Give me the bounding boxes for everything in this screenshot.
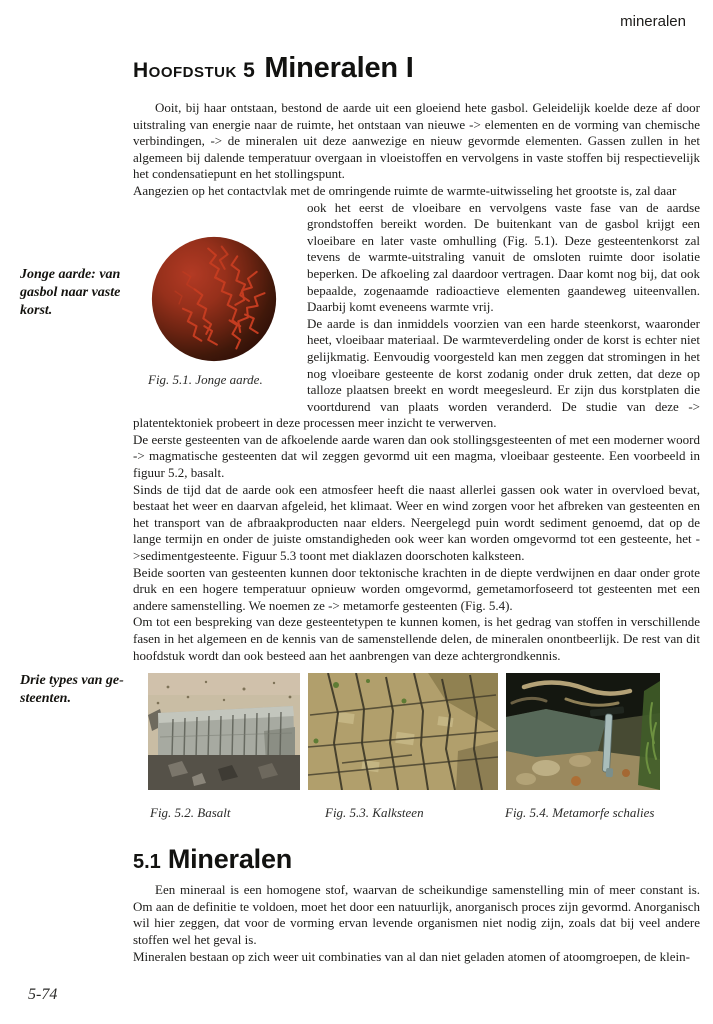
paragraph-sediment: Sinds de tijd dat de aarde ook een atmosfeer heeft die naast allerlei gassen ook water in overvloed bevat, bestaat het weer en daarvan afgeleid, het klimaat. Weer en wind zorgen voor het afbreken van gesteenten en het transport van de afbraakproducten naar elders. Neergelegd puin wordt sediment genoemd, dat op de lange termijn en onder de juiste omstandigheden ook weer kan worden omgevormd tot een gesteente, het ->sedimentgesteente. Figuur 5.3 toont met diaklazen doorschoten kalksteen. bbox=[133, 481, 700, 564]
figure-row bbox=[148, 673, 700, 790]
figure-metamorfe-schalies bbox=[506, 673, 660, 790]
metamorfe-schalies-photo bbox=[506, 673, 660, 790]
figure-caption-jonge-aarde: Fig. 5.1. Jonge aarde. bbox=[148, 371, 263, 387]
paragraph-mineraal-atomen: Mineralen bestaan op zich weer uit combinaties van al dan niet geladen atomen of atoomgroepen, de klein- bbox=[133, 948, 690, 964]
figure-caption-kalksteen: Fig. 5.3. Kalksteen bbox=[325, 805, 424, 821]
paragraph-korst: ook het eerst de vloeibare en vervolgens vaste fase van de aardse grondstoffen bereikt worden. De buitenkant van de gasbol krijgt een vloeibare en later vaste omhulling (Fig. 5.1). Deze gesteentenkorst zal tevens de warmte-uitstraling vanuit de omsloten ruimte door isolatie beperken. De afkoeling zal daardoor vertragen. Daar komt nog bij, dat ook bepaalde, zogenaamde radioactieve elementen gaandeweg uiteenvallen. Daarbij komt eveneens warmte vrij. bbox=[307, 199, 700, 315]
jonge-aarde-image bbox=[148, 233, 280, 365]
running-header: mineralen bbox=[620, 13, 686, 30]
section-title: Mineralen bbox=[167, 844, 293, 875]
paragraph-intro: Ooit, bij haar ontstaan, bestond de aarde uit een gloeiend hete gasbol. Geleidelijk koelde deze af door uitstraling van energie naar de ruimte, het ontstaan van nieuwe -> elementen en de vorming van chemische verbindingen, -> de mineralen uit deze aanwezige en nieuw gevormde elementen. Gassen zullen in het algemeen bij dalende temperatuur overgaan in vloeistoffen en vervolgens in vaste stoffen bij respectievelijk het condensatiepunt en het stollingspunt. bbox=[133, 100, 700, 182]
margin-note-jonge-aarde: Jonge aarde: van gasbol naar vaste korst. bbox=[20, 267, 121, 318]
figure-kalksteen bbox=[308, 673, 498, 790]
paragraph-magmatisch: De eerste gesteenten van de afkoelende aarde waren dan ook stollingsgesteenten of met een moderner woord -> magmatische gesteenten dat wil zeggen gevormd uit een magma, vloeibaar gesteente. Een voorbeeld in figuur 5.2, basalt. bbox=[133, 431, 700, 481]
text-with-figure bbox=[133, 200, 700, 432]
page-number: 5-74 bbox=[28, 986, 58, 1003]
paragraph-platentektoniek: De aarde is dan inmiddels voorzien van een harde steenkorst, waaronder heet, vloeibaar materiaal. De warmteverdeling onder de korst is echter niet gelijkmatig. Eenvoudig voorgesteld kan men zeggen dat stromingen in het nog vloeibare gesteente de korst zodanig onder druk zetten, dat deze op talloze plaatsen breekt en wordt meegesleurd. Er zijn dus korstplaten die voortdurend van plaats worden veranderd. De studie van deze -> platentektoniek probeert in deze processen meer inzicht te verwerven. bbox=[133, 315, 700, 431]
chapter-heading bbox=[133, 52, 700, 85]
section-heading bbox=[133, 844, 700, 875]
section-number: 5.1 bbox=[133, 851, 161, 874]
main-column bbox=[133, 0, 700, 965]
paragraph-metamorf: Beide soorten van gesteenten kunnen door tektonische krachten in de diepte verdwijnen en daar onder grote druk en een hogere temperatuur opnieuw worden omgevormd, gemetamorfoseerd tot gesteenten met een andere samenstelling. We noemen ze -> metamorfe gesteenten (Fig. 5.4). bbox=[133, 564, 700, 613]
basalt-photo bbox=[148, 673, 300, 790]
paragraph-contact: Aangezien op het contactvlak met de omringende ruimte de warmte-uitwisseling het grootste is, zal daar bbox=[133, 182, 677, 198]
margin-note-drie-types: Drie types van gesteenten. bbox=[20, 673, 124, 706]
kalksteen-photo bbox=[308, 673, 498, 790]
figure-basalt bbox=[148, 673, 300, 790]
paragraph-mineraal-definitie: Een mineraal is een homogene stof, waarvan de scheikundige samenstelling min of meer constant is. Om aan de definitie te voldoen, moet het door een natuurlijk, anorganisch proces zijn gevormd. Anorganisch wil hier zeggen, dat voor de vorming ervan levende organismen niet nodig zijn, zoals dat bij veel andere stoffen wel het geval is. bbox=[133, 882, 700, 947]
caption-row bbox=[148, 805, 700, 823]
figure-caption-basalt: Fig. 5.2. Basalt bbox=[150, 805, 231, 821]
figure-caption-metamorfe-schalies: Fig. 5.4. Metamorfe schalies bbox=[505, 805, 655, 821]
chapter-kicker: Hoofdstuk 5 bbox=[133, 59, 256, 82]
paragraph-achtergrond: Om tot een bespreking van deze gesteentetypen te kunnen komen, is het gedrag van stoffen in verschillende fasen in het algemeen en de kennis van de samenstellende delen, de mineralen onontbeerlijk. De rest van dit hoofdstuk wordt dan ook besteed aan het aanbrengen van deze achtergrondkennis. bbox=[133, 614, 700, 663]
figure-jonge-aarde bbox=[133, 200, 307, 400]
chapter-title: Mineralen I bbox=[264, 52, 414, 84]
